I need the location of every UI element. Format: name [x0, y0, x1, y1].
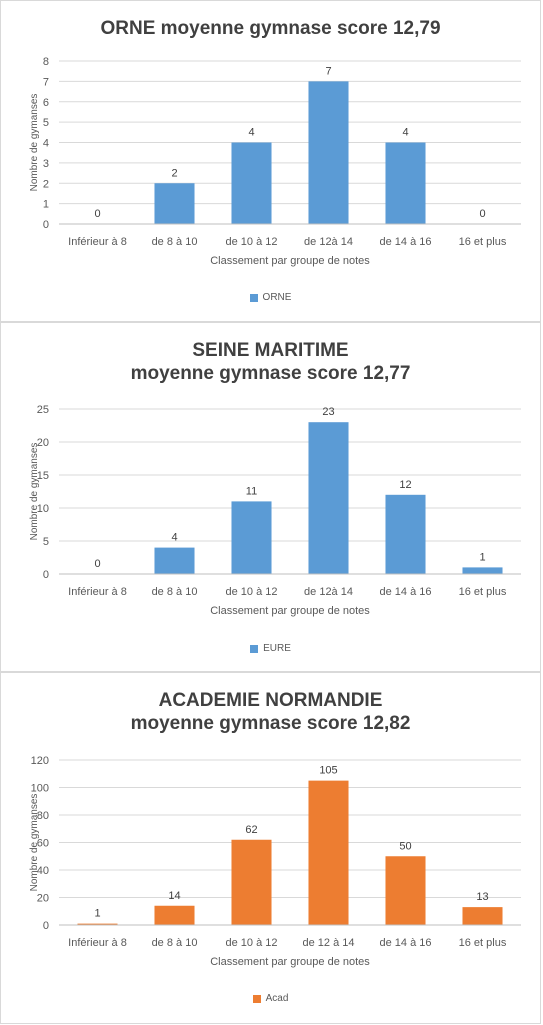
data-label: 4: [402, 126, 409, 139]
x-tick-label: de 8 à 10: [151, 937, 198, 949]
y-axis-label: Nombre de gymanses: [29, 793, 40, 892]
y-tick-label: 25: [36, 404, 49, 416]
y-tick-label: 0: [42, 920, 49, 932]
x-tick-label: 16 et plus: [458, 236, 507, 248]
y-tick-label: 40: [36, 865, 49, 877]
data-label: 14: [168, 889, 181, 902]
legend-swatch: [250, 645, 258, 653]
y-axis-label: Nombre de gymanses: [29, 442, 40, 541]
bar: [462, 567, 502, 574]
x-tick-label: de 8 à 10: [151, 236, 198, 248]
data-label: 23: [322, 406, 335, 419]
y-tick-label: 8: [42, 56, 49, 68]
x-tick-label: de 12à 14: [304, 236, 353, 248]
x-tick-label: Inférieur à 8: [68, 586, 127, 598]
y-tick-label: 20: [36, 437, 49, 449]
x-tick-label: 16 et plus: [458, 586, 507, 598]
y-tick-label: 20: [36, 892, 49, 905]
chart-panel: [0, 672, 541, 1024]
y-tick-label: 4: [42, 137, 49, 150]
data-label: 62: [245, 823, 258, 836]
y-tick-label: 0: [42, 569, 49, 581]
data-label: 4: [171, 531, 178, 544]
x-tick-label: de 14 à 16: [379, 937, 432, 949]
bar: [154, 183, 194, 224]
y-tick-label: 10: [36, 503, 49, 515]
data-label: 0: [94, 558, 101, 570]
data-label: 50: [399, 840, 412, 853]
bar: [385, 856, 425, 925]
bar: [231, 840, 271, 925]
x-tick-label: 16 et plus: [458, 937, 507, 949]
legend-swatch: [253, 995, 261, 1003]
bar-chart: [1, 1, 542, 323]
chart-panel: [0, 0, 541, 322]
x-tick-label: de 12 à 14: [302, 937, 355, 949]
x-tick-label: Inférieur à 8: [68, 937, 127, 949]
data-label: 4: [248, 126, 255, 139]
data-label: 13: [476, 891, 489, 904]
x-tick-label: de 10 à 12: [225, 937, 278, 949]
bar: [231, 143, 271, 225]
y-tick-label: 15: [36, 470, 49, 482]
x-tick-label: de 8 à 10: [151, 586, 198, 598]
bar-chart: [1, 673, 542, 1025]
y-tick-label: 7: [42, 76, 49, 89]
y-tick-label: 60: [36, 837, 49, 850]
data-label: 0: [94, 208, 101, 220]
y-tick-label: 5: [42, 117, 49, 130]
bar: [385, 143, 425, 225]
y-tick-label: 2: [42, 178, 49, 191]
data-label: 1: [479, 551, 486, 564]
bar: [154, 906, 194, 925]
x-tick-label: de 14 à 16: [379, 586, 432, 598]
data-label: 1: [94, 907, 101, 920]
y-tick-label: 5: [42, 536, 49, 548]
legend: [1, 993, 540, 1004]
legend-label: EURE: [263, 643, 291, 654]
legend-swatch: [250, 294, 258, 302]
x-axis-label: Classement par groupe de notes: [210, 605, 370, 617]
data-label: 7: [325, 65, 332, 78]
bar: [308, 422, 348, 574]
legend-label: Acad: [265, 993, 289, 1004]
chart-panel: [0, 322, 541, 672]
chart-title-line: ORNE moyenne gymnase score 12,79: [100, 18, 441, 39]
y-axis-label: Nombre de gymanses: [29, 93, 40, 192]
legend-label: ORNE: [262, 292, 292, 303]
bar: [231, 501, 271, 574]
y-tick-label: 3: [42, 157, 49, 170]
legend: [1, 643, 540, 654]
bar: [385, 495, 425, 574]
data-label: 105: [319, 764, 338, 777]
x-tick-label: de 12à 14: [304, 586, 353, 598]
x-axis-label: Classement par groupe de notes: [210, 255, 370, 267]
bar-chart: [1, 323, 542, 673]
chart-title-line: ACADEMIE NORMANDIE: [158, 690, 383, 711]
y-tick-label: 0: [42, 219, 49, 231]
x-tick-label: de 10 à 12: [225, 586, 278, 598]
x-tick-label: de 14 à 16: [379, 236, 432, 248]
y-tick-label: 100: [30, 782, 49, 795]
data-label: 12: [399, 478, 412, 491]
bar: [462, 907, 502, 925]
data-label: 0: [479, 208, 486, 220]
y-tick-label: 6: [42, 96, 49, 109]
chart-title-line: moyenne gymnase score 12,82: [130, 713, 411, 734]
chart-title-line: moyenne gymnase score 12,77: [130, 363, 411, 384]
y-tick-label: 80: [36, 810, 49, 822]
x-axis-label: Classement par groupe de notes: [210, 956, 370, 968]
x-tick-label: Inférieur à 8: [68, 236, 127, 248]
bar: [308, 781, 348, 925]
x-tick-label: de 10 à 12: [225, 236, 278, 248]
y-tick-label: 120: [30, 755, 49, 767]
data-label: 11: [245, 485, 258, 498]
bar: [154, 548, 194, 574]
chart-title-line: SEINE MARITIME: [192, 340, 349, 361]
y-tick-label: 1: [42, 198, 49, 211]
data-label: 2: [171, 167, 178, 180]
bar: [308, 81, 348, 224]
legend: [1, 292, 540, 303]
